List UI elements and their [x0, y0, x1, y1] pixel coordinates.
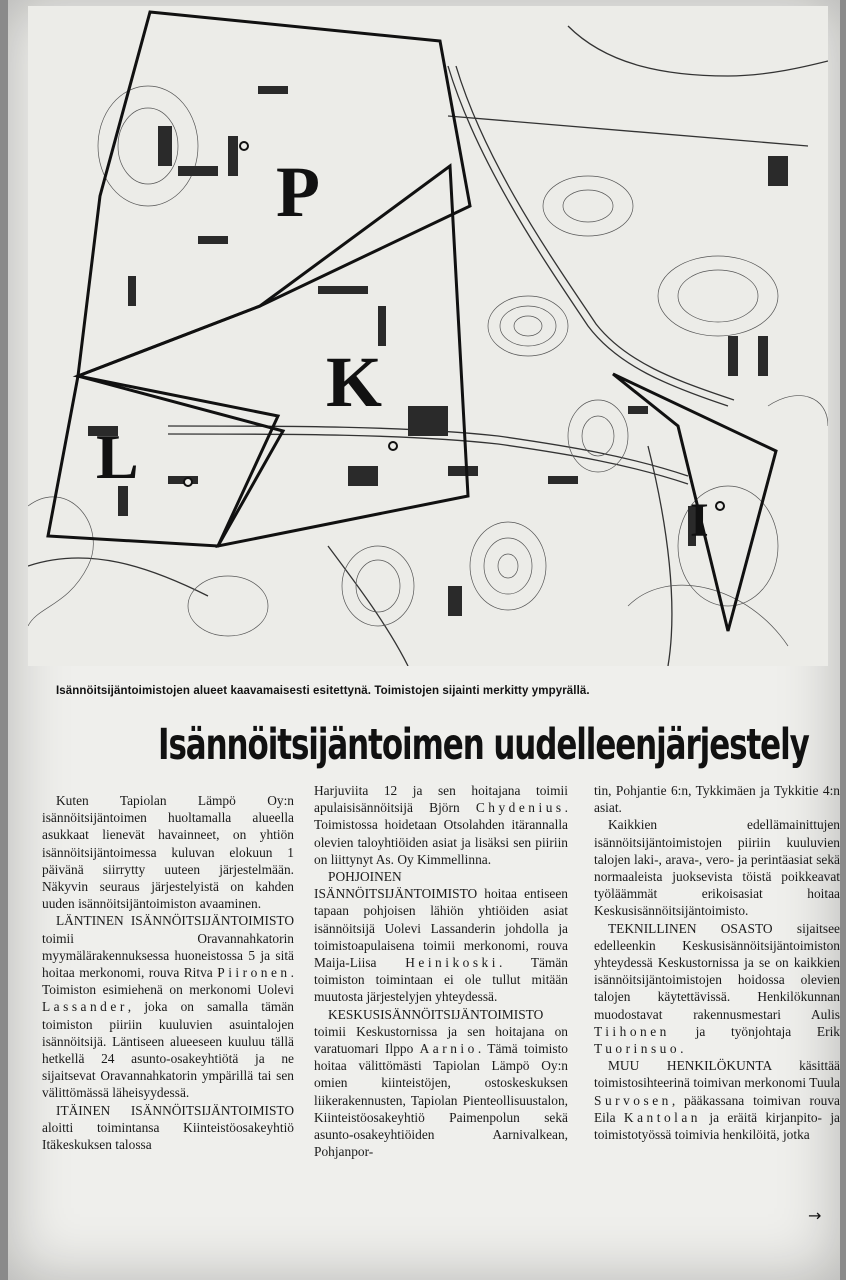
paragraph-central-office: [314, 1006, 568, 1161]
paragraph-eastern-office: ITÄINEN ISÄNNÖITSIJÄNTOIMISTO aloitti toimintansa Kiinteistöosakeyhtiö Itäkeskuksen talossa: [42, 1102, 294, 1153]
text-span: Harjuviita 12 ja sen hoitajana toimii apulaisisännöitsijä Björn: [314, 783, 568, 816]
text-span: . Tämä toimisto hoitaa välittömästi Tapiolan Lämpö Oy:n omien kiinteistöjen, ostoskeskuksen liikerakennusten, Tapiolan Pienteollisuustalon, Kiinteistöosakeyhtiö Paimenpolun sekä asunto-osakeyhtiöiden Aarnivalkean, Pohjanpor-: [314, 1041, 568, 1160]
paragraph-central-office-cont: tin, Pohjantie 6:n, Tykkimäen ja Tykkitie 4:n asiat.: [594, 783, 840, 816]
person-name: Aarnio: [419, 1041, 478, 1057]
person-name: Lassander: [42, 999, 128, 1015]
text-span: , joka on samalla tämän toimiston piiriin kuuluvien asuintalojen isännöitsijä. Läntiseen alueeseen kuuluu tällä hetkellä 24 asunto-osakeyhtiötä ja ne sijaitsevat Oravannahkatorin ympärillä tai sen välittömässä läheisyydessä.: [42, 999, 294, 1101]
person-name: Tuorinsuo: [594, 1041, 681, 1057]
paragraph-northern-office: [314, 868, 568, 1006]
text-span: . Toimistossa hoidetaan Otsolahden itärannalla olevien taloyhtiöiden asiat ja lisäksi sen piiriin on liittynyt As. Oy Kimmellinna.: [314, 800, 568, 867]
article-headline: Isännöitsijäntoimen uudelleenjärjestely: [158, 720, 809, 770]
text-span: TEKNILLINEN OSASTO sijaitsee edelleenkin Keskusisännöitsijäntoimiston yhteydessä Keskustornissa ja se on kaikkien isännöitsijäntoimistojen hoidossa olevien talojen käytettävissä. Henkilökunnan muodostavat rakennusmestari Aulis: [594, 920, 840, 1022]
text-span: KESKUSISÄNNÖITSIJÄNTOIMISTO toimii Keskustornissa ja sen hoitajana on varatuomari Ilppo: [314, 1006, 568, 1057]
text-span: POHJOINEN ISÄNNÖITSIJÄNTOIMISTO hoitaa entiseen tapaan pohjoisen lähiön yhtiöiden asiat isännöitsijä Uolevi Lassanderin johdolla ja toimistoapulaisena toimii merkonomi, rouva Maija-Liisa: [314, 869, 568, 971]
paragraph-other-staff: [594, 1057, 840, 1143]
district-label-k: K: [326, 342, 383, 422]
district-map: [28, 6, 828, 666]
text-span: , pääkassana toimivan rouva Eila: [594, 1092, 840, 1125]
text-span: LÄNTINEN ISÄNNÖITSIJÄNTOIMISTO toimii Oravannahkatorin myymälärakennuksessa huoneistossa 5 ja sitä hoitaa merkonomi, rouva Ritva: [42, 913, 294, 981]
paragraph-technical-dept: [594, 920, 840, 1058]
person-name: Heinikoski: [405, 955, 499, 971]
district-label-i: I: [690, 494, 709, 547]
person-name: Tiihonen: [594, 1023, 670, 1039]
district-label-p: P: [276, 152, 320, 232]
paragraph-intro: Kuten Tapiolan Lämpö Oy:n isännöitsijäntoimen huoltamalla alueella asukkaat lienevät havainneet, on yhtiön isännöitsijäntoimessa kuluvan elokuun 1 päivänä siirrytty uuteen järjestelmään. Näkyvin seuraus järjestelyistä on kahden uuden isännöitsijäntoimiston avaaminen.: [42, 793, 294, 912]
text-span: . Toimiston esimiehenä on merkonomi Uolevi: [42, 965, 294, 998]
person-name: Kantolan: [623, 1109, 702, 1125]
article-column-2: [314, 782, 568, 1160]
paragraph-all-offices: Kaikkien edellämainittujen isännöitsijäntoimistojen piiriin kuuluvien talojen laki-, arava-, vero- ja perintäasiat sekä normaaleista juoksevista töistä poikkeavat työläämmät erikoisasiat hoitaa Keskusisännöitsijäntoimisto.: [594, 817, 840, 919]
map-caption: Isännöitsijäntoimistojen alueet kaavamaisesti esitettynä. Toimistojen sijainti merkitty ympyrällä.: [56, 685, 590, 697]
person-name: Survosen: [594, 1092, 672, 1108]
person-name: Piironen: [217, 965, 291, 981]
district-label-l: L: [96, 421, 139, 492]
text-span: MUU HENKILÖKUNTA käsittää toimistosihteerinä toimivan merkonomi Tuula: [594, 1058, 840, 1091]
person-name: Chydenius: [475, 800, 565, 816]
text-span: ja työnjohtaja Erik: [669, 1023, 840, 1039]
article-column-3: [594, 782, 840, 1143]
article-column-1: [42, 792, 294, 1153]
paragraph-western-office: [42, 912, 294, 1101]
magazine-page: [8, 0, 840, 1280]
text-span: .: [680, 1041, 684, 1057]
text-span: . Tämän toimiston toimintaan ei ole tullut mitään muutosta järjestelyjen yhteydessä.: [314, 955, 568, 1005]
continue-arrow-icon: →: [808, 1206, 822, 1225]
paragraph-eastern-office-cont: [314, 782, 568, 868]
text-span: ja eräitä kirjanpito- ja toimistotyössä toimivia henkilöitä, jotka: [594, 1109, 840, 1143]
